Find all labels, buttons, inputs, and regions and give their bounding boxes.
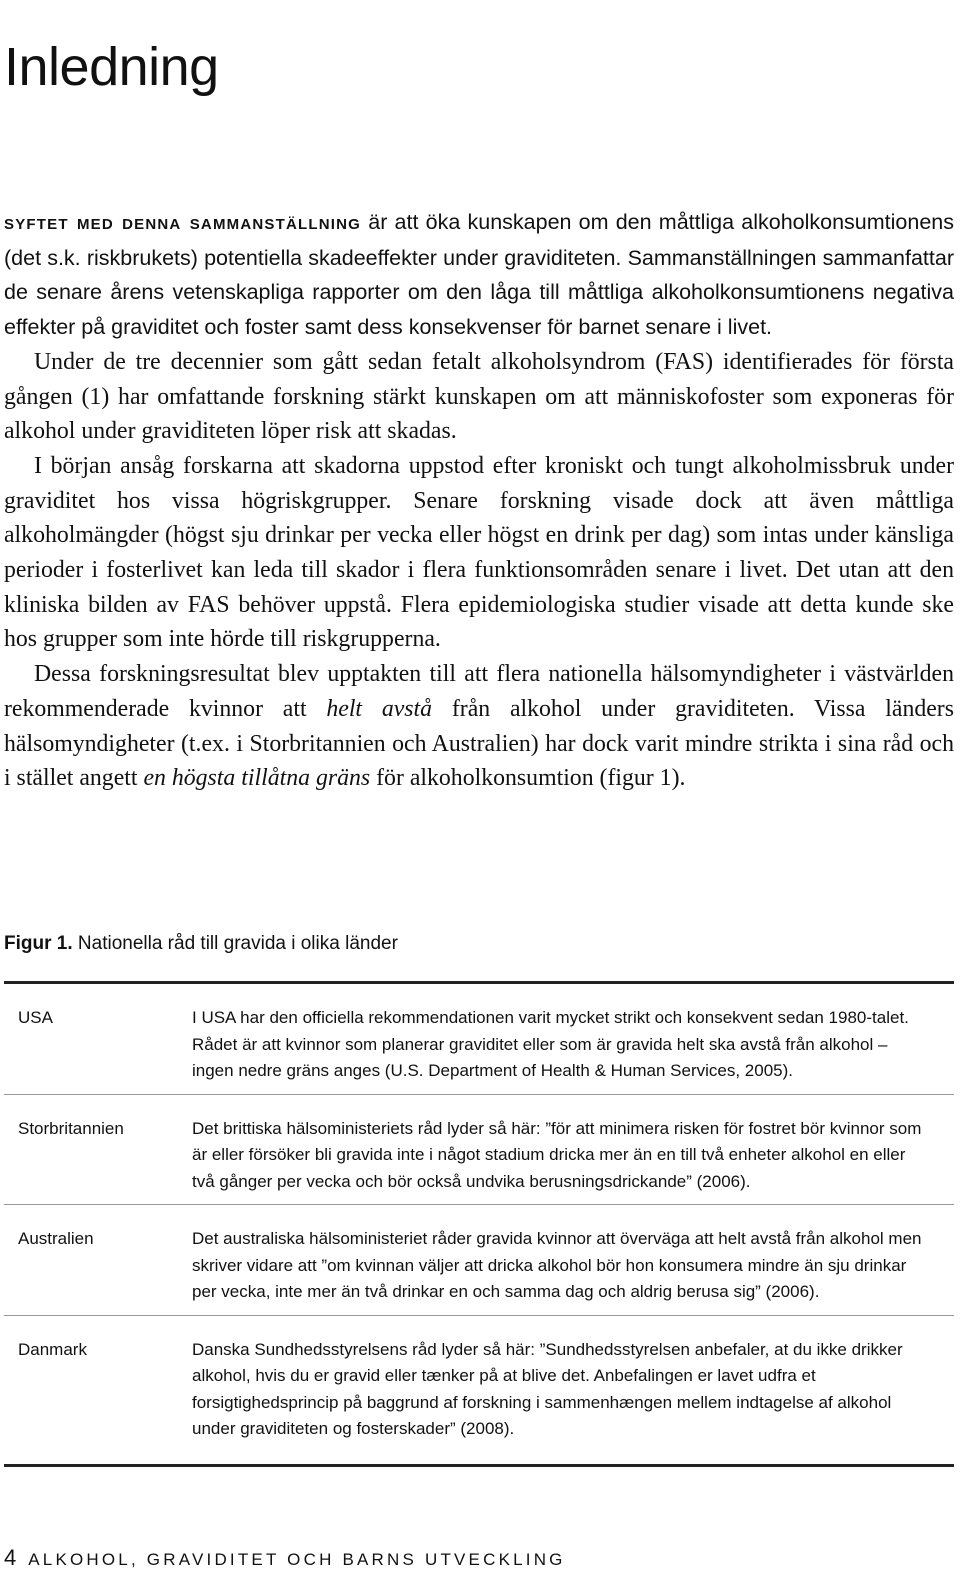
intro-paragraph <box>4 205 954 345</box>
page-number: 4 <box>4 1545 17 1570</box>
figure-label: Figur 1. <box>4 933 73 954</box>
country-cell: Storbritannien <box>18 1118 124 1138</box>
page-title: Inledning <box>4 37 219 98</box>
emphasis-hogsta-grans: en högsta tillåtna gräns <box>143 765 371 792</box>
description-cell: I USA har den officiella rekommendationen varit mycket strikt och konsekvent sedan 1980-talet. Rådet är att kvinnor som planerar graviditet eller som är gravida helt ska avstå från alkohol – ingen nedre gräns anges (U.S. Department of Health & Human Services, 2005). <box>192 1008 909 1080</box>
table-row <box>4 1095 954 1206</box>
table-row <box>4 984 954 1095</box>
country-cell: Danmark <box>18 1339 87 1359</box>
paragraph-fas-history: Under de tre decennier som gått sedan fetalt alkoholsyndrom (FAS) identifierades för första gången (1) har omfattande forskning stärkt kunskapen om att människofoster som exponeras för alkohol under graviditeten löper risk att skadas. <box>4 348 954 445</box>
country-cell: Australien <box>18 1229 94 1248</box>
paragraph-recommendations <box>4 657 954 796</box>
figure-caption-text: Nationella råd till gravida i olika länder <box>72 933 398 954</box>
intro-text: är att öka kunskapen om den måttliga alkoholkonsumtionens (det s.k. riskbrukets) potentiella skadeeffekter under graviditeten. Sammanställningen sammanfattar de senare årens vetenskapliga rapporter om den låga till måttliga alkoholkonsumtionens negativa effekter på graviditet och foster samt dess konsekvenser för barnet senare i livet. <box>4 210 954 340</box>
body-text <box>4 205 954 796</box>
paragraph-text-b: från alkohol under graviditeten. Vissa länders hälsomyndigheter (t.ex. i Storbritannien och Australien) har dock varit mindre strikta i sina råd och i stället angett <box>4 695 954 792</box>
page-footer <box>4 1545 566 1571</box>
paragraph-text-c: för alkoholkonsumtion (figur 1). <box>370 765 686 792</box>
table-row <box>4 1205 954 1316</box>
intro-lead-smallcaps: syftet med denna sammanställning <box>4 211 362 234</box>
paragraph-text-a: Dessa forskningsresultat blev upptakten till att flera nationella hälsomyndigheter i västvärlden rekommenderade kvinnor att <box>4 661 954 722</box>
figure-caption <box>4 933 398 955</box>
table-row <box>4 1316 954 1464</box>
description-cell: Det australiska hälsoministeriet råder gravida kvinnor att överväga att helt avstå från alkohol men skriver vidare att ”om kvinnan väljer att dricka alkohol bör hon konsumera mindre än sju drinkar per vecka, inte mer än två drinkar en och samma dag och aldrig berusa sig” (2006). <box>192 1229 922 1301</box>
country-cell: USA <box>18 1008 53 1027</box>
paragraph-early-research: I början ansåg forskarna att skadorna uppstod efter kroniskt och tungt alkoholmissbruk under graviditet hos vissa högriskgrupper. Senare forskning visade dock att även måttliga alkoholmängder (högst sju drinkar per vecka eller högst en drink per dag) som intas under känsliga perioder i fosterlivet kan leda till skador i flera funktionsområden senare i livet. Det utan att den kliniska bilden av FAS behöver uppstå. Flera epidemiologiska studier visade att detta kunde ske hos grupper som inte hörde till riskgrupperna. <box>4 452 954 653</box>
description-cell: Det brittiska hälsoministeriets råd lyder så här: ”för att minimera risken för fostret bör kvinnor som är eller försöker bli gravida inte i något stadium dricka mer än en till två enheter alkohol en eller två gånger per vecka och bör också undvika berusningsdrickande” (2006). <box>192 1118 922 1191</box>
running-title: ALKOHOL, GRAVIDITET OCH BARNS UTVECKLING <box>28 1550 566 1569</box>
description-cell: Danska Sundhedsstyrelsens råd lyder så här: ”Sundhedsstyrelsen anbefaler, at du ikke drikker alkohol, hvis du er gravid eller tænker på at blive det. Anbefalingen er lavet udfra et forsigtighedsprincip på baggrund af forskning i sammenhængen mellem indtagelse af alkohol under graviditeten og fosterskader” (2008). <box>192 1339 903 1438</box>
recommendations-table <box>4 981 954 1467</box>
emphasis-helt-avsta: helt avstå <box>326 695 433 722</box>
